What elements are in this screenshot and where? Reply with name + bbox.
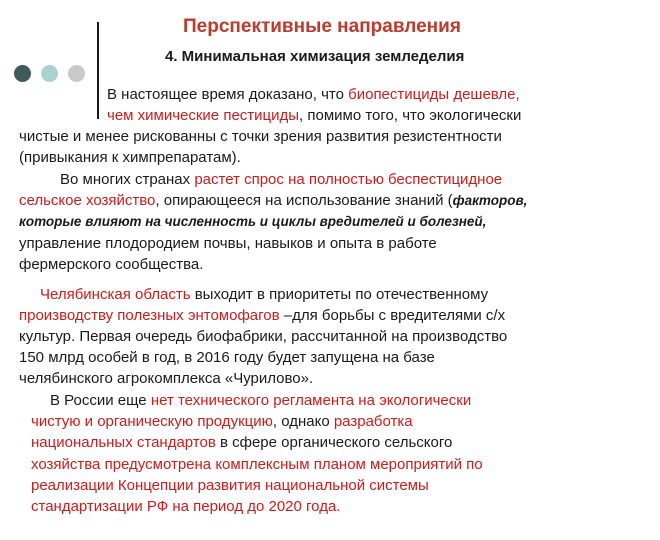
p3-line-2 [19,305,505,326]
teal-dot [41,65,58,82]
p4-line-3 [31,432,452,453]
highlight: разработка [333,413,413,430]
highlight: предусмотрена комплексным планом мероприятий по [104,456,483,473]
p2-line-2 [19,190,527,211]
highlight: биопестициды дешевле, [348,86,520,103]
highlight: чистую и органическую продукцию [31,413,273,430]
p1-line-2 [107,105,521,126]
highlight: производству полезных энтомофагов [19,307,280,324]
highlight: чем химические пестициды [107,107,300,124]
p2-line-5: фермерского сообщества. [19,256,204,273]
gray-dot [68,65,85,82]
text: , однако [272,413,334,430]
p4-line-4 [31,454,483,475]
p4-line-6: стандартизации РФ на период до 2020 года. [31,498,341,515]
text: –для борьбы с вредителями с/х [279,307,506,324]
text: Во многих странах [60,171,195,188]
highlight: растет спрос на полностью беспестицидное [194,171,503,188]
highlight: национальных стандартов [31,434,216,451]
p4-line-2 [31,411,413,432]
dark-dot [14,65,31,82]
p1-line-4: (привыкания к химпрепаратам). [19,149,241,166]
p3-line-1 [40,284,488,305]
text: , помимо того, что экологически [299,107,522,124]
text: , опирающееся на использование знаний ( [155,192,453,209]
p1-line-1 [107,84,520,105]
highlight: сельское хозяйство [19,192,156,209]
p4-line-1 [50,390,471,411]
highlight: Челябинская область [40,286,195,303]
italic-text: факторов, [452,193,528,208]
text: В России еще [50,392,151,409]
text: В настоящее время доказано, что [107,86,349,103]
vertical-divider [97,22,99,119]
p2-line-3: которые влияют на численность и циклы вредителей и болезней, [19,214,487,229]
slide-title: Перспективные направления [183,16,461,37]
p2-line-1 [60,169,502,190]
text: в сфере органического сельского [215,434,453,451]
p3-line-3: культур. Первая очередь биофабрики, рассчитанной на производство [19,328,508,345]
highlight: хозяйства [31,456,105,473]
slide-subtitle: 4. Минимальная химизация земледелия [165,48,465,65]
p2-line-4: управление плодородием почвы, навыков и опыта в работе [19,235,437,252]
highlight: нет технического регламента на экологически [150,392,472,409]
text: выходит в приоритеты по отечественному [194,286,489,303]
p3-line-4: 150 млрд особей в год, в 2016 году будет запущена на базе [19,349,435,366]
p4-line-5: реализации Концепции развития национальной системы [31,477,429,494]
p3-line-5: челябинского агрокомплекса «Чурилово». [19,370,314,387]
p1-line-3: чистые и менее рискованны с точки зрения развития резистентности [19,128,502,145]
